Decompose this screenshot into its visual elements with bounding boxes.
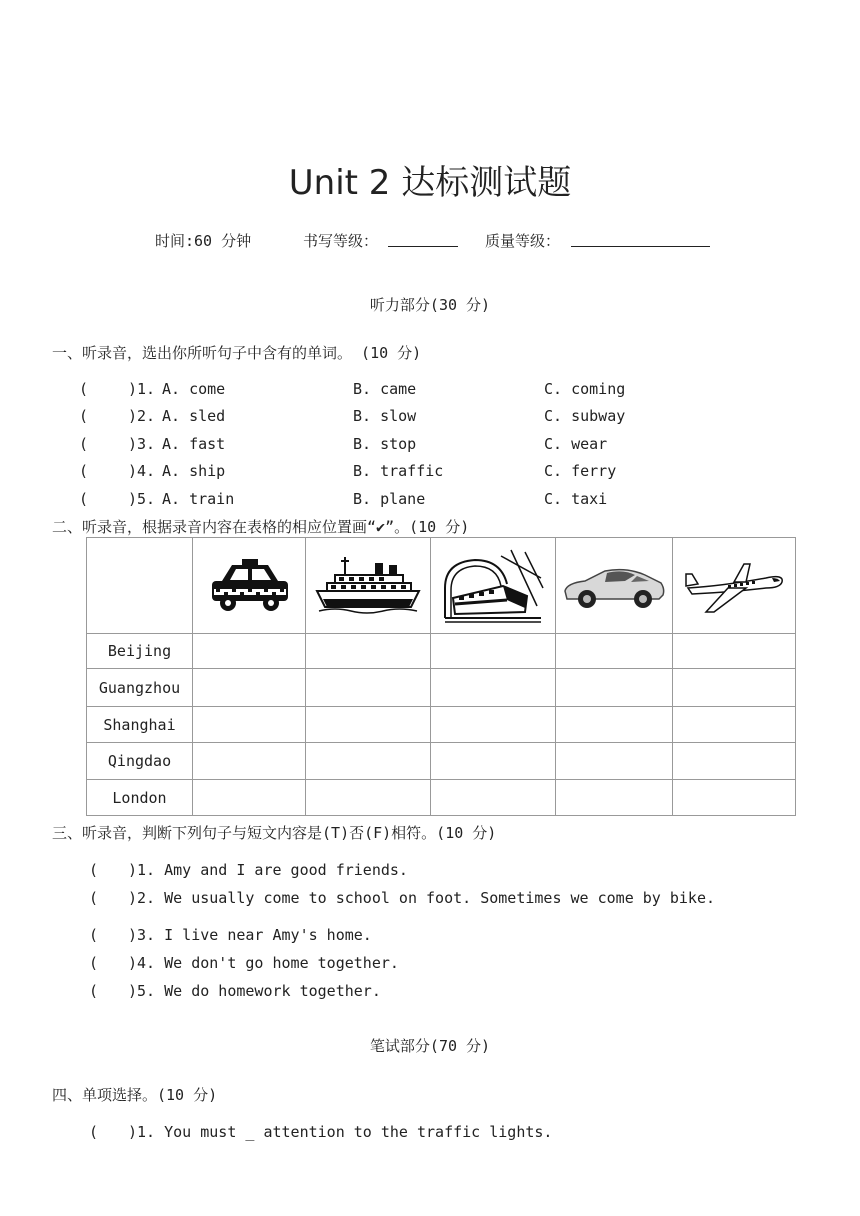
- answer-cell[interactable]: [673, 780, 796, 816]
- answer-cell[interactable]: [556, 634, 673, 669]
- table-row: [87, 743, 796, 780]
- answer-cell[interactable]: [306, 743, 431, 780]
- answer-cell[interactable]: [193, 669, 306, 707]
- answer-cell[interactable]: [306, 707, 431, 743]
- statement-text: )3. I live near Amy's home.: [128, 926, 372, 944]
- part3-heading: 三、听录音，判断下列句子与短文内容是(T)否(F)相符。(10 分): [52, 824, 497, 842]
- option-a: A. ship: [162, 462, 226, 480]
- answer-paren[interactable]: (: [79, 435, 89, 453]
- listening-section-title: 听力部分(30 分): [369, 296, 491, 314]
- statement-text: )1. Amy and I are good friends.: [128, 861, 408, 879]
- table-row: [87, 634, 796, 669]
- option-b: B. slow: [353, 407, 417, 425]
- option-c: C. wear: [544, 435, 608, 453]
- question-paren[interactable]: (: [89, 1123, 99, 1141]
- answer-paren[interactable]: (: [79, 407, 89, 425]
- answer-paren[interactable]: (: [89, 926, 99, 944]
- answer-cell[interactable]: [673, 669, 796, 707]
- answer-cell[interactable]: [673, 634, 796, 669]
- question-number: )4.: [128, 462, 156, 480]
- answer-cell[interactable]: [431, 634, 556, 669]
- answer-cell[interactable]: [306, 669, 431, 707]
- answer-cell[interactable]: [431, 707, 556, 743]
- table-row: [87, 780, 796, 816]
- writing-grade-blank[interactable]: [388, 232, 458, 247]
- plane-icon: [673, 538, 796, 634]
- ferry-icon: [306, 538, 431, 634]
- car-icon: [556, 538, 673, 634]
- answer-cell[interactable]: [306, 780, 431, 816]
- answer-paren[interactable]: (: [79, 380, 89, 398]
- question-number: )3.: [128, 435, 156, 453]
- answer-paren[interactable]: (: [79, 490, 89, 508]
- page-title: Unit 2 达标测试题: [288, 163, 572, 203]
- question-text: )1. You must _ attention to the traffic lights.: [128, 1123, 553, 1141]
- table-row: [87, 707, 796, 743]
- question-number: )2.: [128, 407, 156, 425]
- transport-table: [86, 537, 796, 816]
- answer-cell[interactable]: [431, 743, 556, 780]
- part2-heading: 二、听录音，根据录音内容在表格的相应位置画“✔”。(10 分): [52, 518, 470, 536]
- option-a: A. train: [162, 490, 235, 508]
- option-a: A. come: [162, 380, 226, 398]
- option-b: B. traffic: [353, 462, 444, 480]
- answer-paren[interactable]: (: [89, 889, 99, 907]
- train-icon: [431, 538, 556, 634]
- statement-text: )5. We do homework together.: [128, 982, 381, 1000]
- table-row: [87, 669, 796, 707]
- answer-cell[interactable]: [431, 669, 556, 707]
- part4-heading: 四、单项选择。(10 分): [52, 1086, 218, 1104]
- question-number: )5.: [128, 490, 156, 508]
- option-b: B. plane: [353, 490, 426, 508]
- option-c: C. ferry: [544, 462, 617, 480]
- answer-cell[interactable]: [193, 780, 306, 816]
- answer-cell[interactable]: [556, 669, 673, 707]
- row-label-beijing: Beijing: [87, 634, 193, 669]
- row-label-guangzhou: Guangzhou: [87, 669, 193, 707]
- row-label-qingdao: Qingdao: [87, 743, 193, 780]
- answer-cell[interactable]: [556, 743, 673, 780]
- answer-cell[interactable]: [556, 780, 673, 816]
- taxi-icon: [193, 538, 306, 634]
- answer-paren[interactable]: (: [89, 954, 99, 972]
- answer-paren[interactable]: (: [79, 462, 89, 480]
- quality-grade-blank[interactable]: [571, 232, 710, 247]
- row-label-london: London: [87, 780, 193, 816]
- answer-paren[interactable]: (: [89, 982, 99, 1000]
- answer-cell[interactable]: [556, 707, 673, 743]
- option-c: C. coming: [544, 380, 626, 398]
- time-info: 时间:60 分钟: [155, 232, 252, 250]
- answer-paren[interactable]: (: [89, 861, 99, 879]
- answer-cell[interactable]: [193, 743, 306, 780]
- statement-text: )4. We don't go home together.: [128, 954, 399, 972]
- question-number: )1.: [128, 380, 156, 398]
- option-c: C. taxi: [544, 490, 608, 508]
- option-a: A. sled: [162, 407, 226, 425]
- table-corner-cell: [87, 538, 193, 634]
- row-label-shanghai: Shanghai: [87, 707, 193, 743]
- answer-cell[interactable]: [193, 707, 306, 743]
- answer-cell[interactable]: [193, 634, 306, 669]
- option-a: A. fast: [162, 435, 226, 453]
- option-c: C. subway: [544, 407, 626, 425]
- part1-heading: 一、听录音，选出你所听句子中含有的单词。 (10 分): [52, 344, 422, 362]
- quality-grade-label: 质量等级：: [485, 232, 561, 250]
- written-section-title: 笔试部分(70 分): [369, 1037, 491, 1055]
- option-b: B. stop: [353, 435, 417, 453]
- answer-cell[interactable]: [673, 707, 796, 743]
- answer-cell[interactable]: [306, 634, 431, 669]
- statement-text: )2. We usually come to school on foot. Sometimes we come by bike.: [128, 889, 715, 907]
- answer-cell[interactable]: [673, 743, 796, 780]
- option-b: B. came: [353, 380, 417, 398]
- writing-grade-label: 书写等级：: [303, 232, 379, 250]
- answer-cell[interactable]: [431, 780, 556, 816]
